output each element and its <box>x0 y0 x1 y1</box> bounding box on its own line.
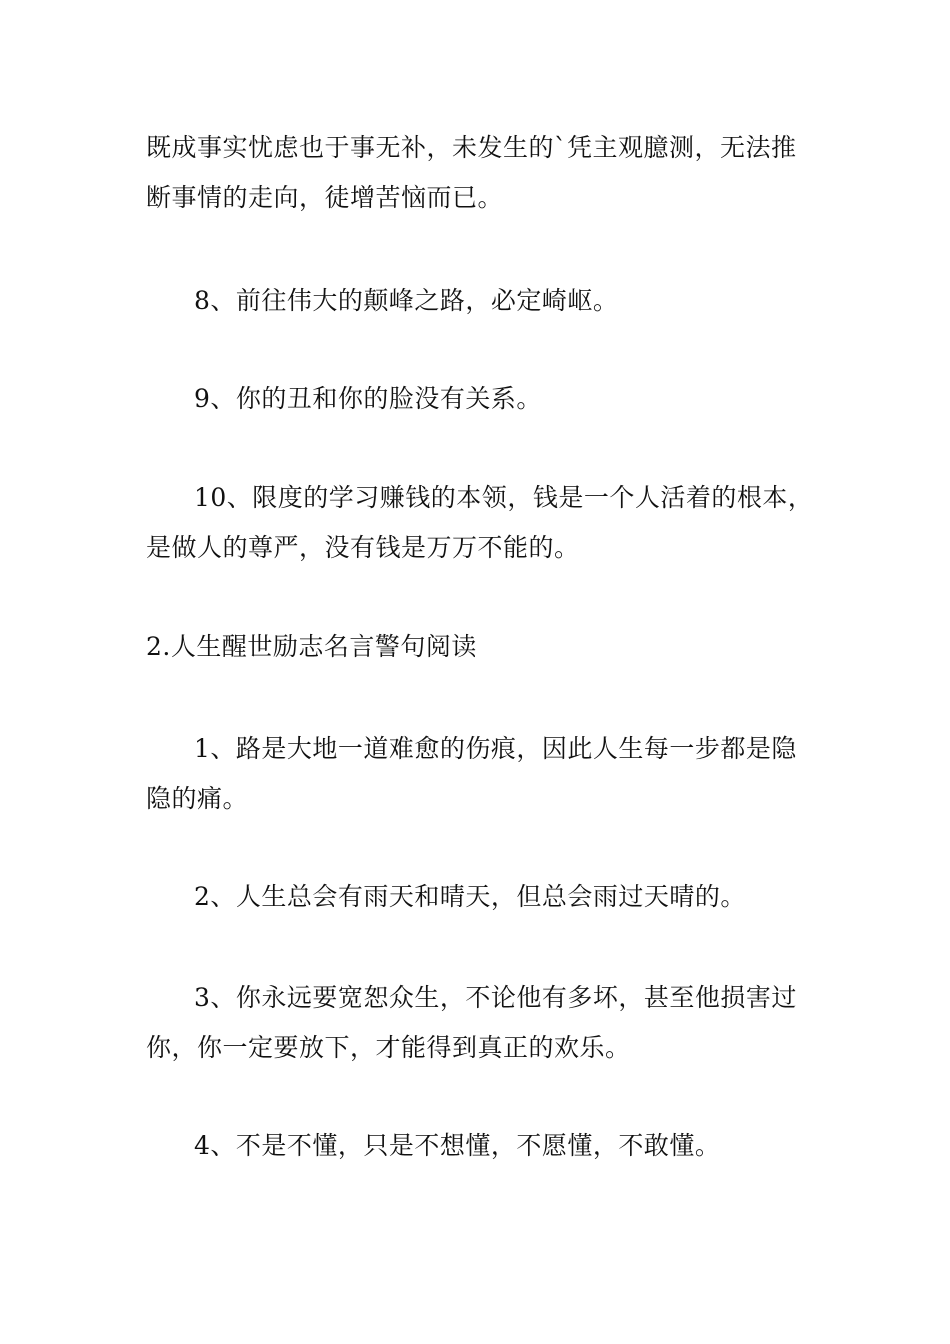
quote-item-3: 3、你永远要宽恕众生，不论他有多坏，甚至他损害过 <box>194 983 797 1012</box>
quote-item-10: 10、限度的学习赚钱的本领，钱是一个人活着的根本， <box>194 483 814 512</box>
paragraph-line: 隐的痛。 <box>146 784 249 813</box>
quote-item-2: 2、人生总会有雨天和晴天，但总会雨过天晴的。 <box>194 882 746 911</box>
section-heading: 2.人生醒世励志名言警句阅读 <box>146 632 477 661</box>
quote-item-4: 4、不是不懂，只是不想懂，不愿懂，不敢懂。 <box>194 1131 721 1160</box>
quote-item-8: 8、前往伟大的颠峰之路，必定崎岖。 <box>194 286 619 315</box>
paragraph-line: 是做人的尊严，没有钱是万万不能的。 <box>146 533 580 562</box>
paragraph-line: 既成事实忧虑也于事无补，未发生的`凭主观臆测，无法推 <box>146 133 797 162</box>
quote-item-1: 1、路是大地一道难愈的伤痕，因此人生每一步都是隐 <box>194 734 797 763</box>
paragraph-line: 你，你一定要放下，才能得到真正的欢乐。 <box>146 1033 631 1062</box>
paragraph-line: 断事情的走向，徒增苦恼而已。 <box>146 183 504 212</box>
quote-item-9: 9、你的丑和你的脸没有关系。 <box>194 384 542 413</box>
